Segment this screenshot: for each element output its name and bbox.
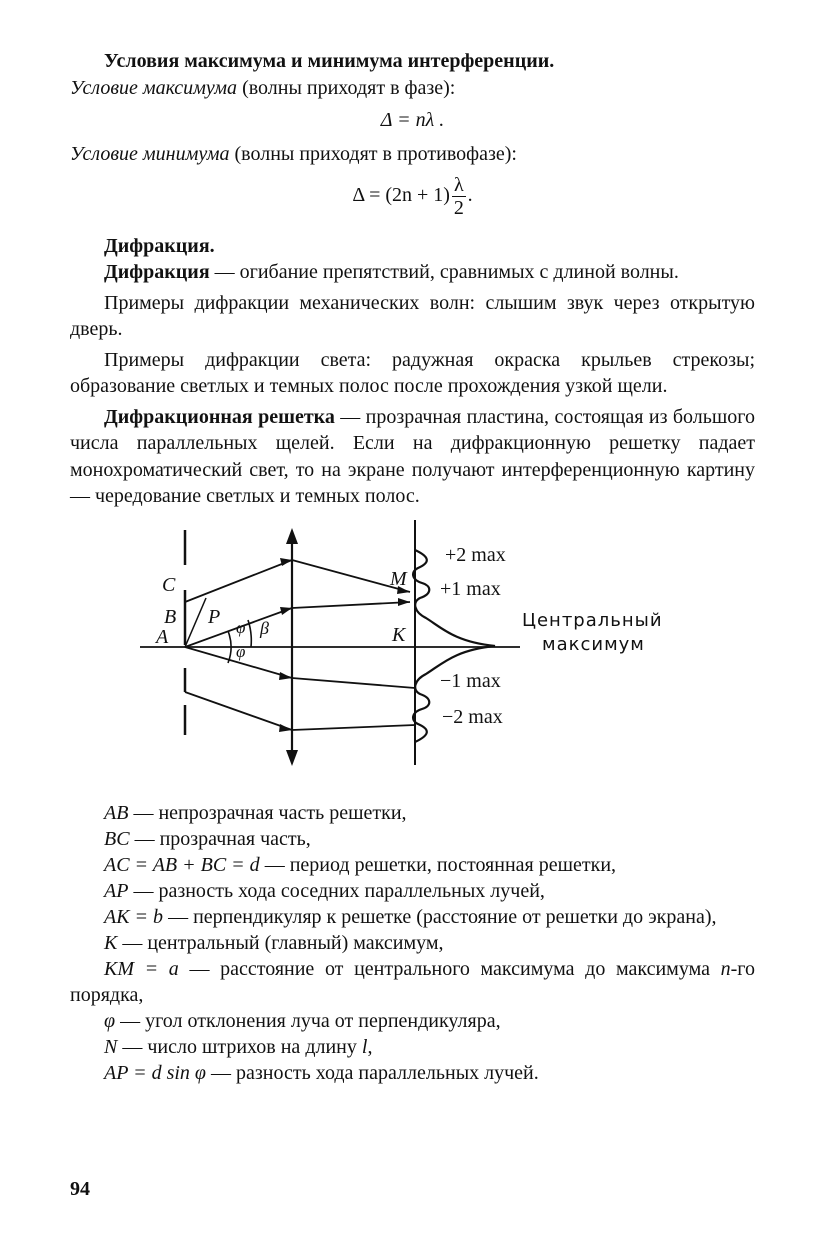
diffraction-definition <box>70 259 755 286</box>
lens-arrow-bottom <box>286 750 298 766</box>
diffraction-term: Дифракция <box>104 261 210 283</box>
ray-arrow-4 <box>398 598 410 606</box>
ray-low-2 <box>185 692 292 730</box>
legend-ap <box>70 878 755 904</box>
label-b: B <box>164 605 177 628</box>
legend-n <box>70 1034 755 1060</box>
legend-km-term: KM = a <box>104 957 179 980</box>
ray-arrow-3 <box>280 607 292 615</box>
legend-ac-term: AC = AB + BC = d <box>104 853 260 876</box>
label-phi-upper: φ <box>236 617 246 637</box>
label-c: C <box>162 573 176 596</box>
label-central: Центральный <box>522 609 663 631</box>
label-phi-lower: φ <box>236 641 246 661</box>
legend-ab-term: AB <box>104 801 129 824</box>
label-plus-1-max: +1 max <box>440 577 501 600</box>
label-minus-2-max: −2 max <box>442 705 503 728</box>
legend-n-term: N <box>104 1035 118 1058</box>
legend-n-text: — число штрихов на длину <box>117 1035 362 1058</box>
legend-ap-text: — разность хода соседних параллельных лучей, <box>128 879 545 902</box>
label-minus-1-max: −1 max <box>440 669 501 692</box>
min-condition-term: Условие минимума <box>70 143 230 165</box>
min-formula-left: Δ = (2n + 1) <box>352 183 450 206</box>
legend-bc <box>70 826 755 852</box>
diagram-drawing <box>70 520 755 790</box>
legend-km-tail: -го порядка, <box>70 957 755 1006</box>
legend-ak-term: AK = b <box>104 905 164 928</box>
ray-arrow-1 <box>280 558 292 566</box>
legend-ab-text: — непрозрачная часть решетки, <box>128 801 407 824</box>
label-central-max: максимум <box>542 633 645 655</box>
heading-interference: Условия максимума и минимума интерференции. <box>104 50 555 72</box>
legend-phi <box>70 1008 755 1034</box>
legend-n-tail: , <box>367 1035 373 1058</box>
max-condition <box>70 75 755 102</box>
ray-low-3 <box>292 678 415 688</box>
legend-ak <box>70 904 755 930</box>
grating-term: Дифракционная решетка <box>104 405 335 428</box>
fraction-denominator: 2 <box>453 196 464 219</box>
ray-mid-2 <box>292 602 410 608</box>
legend-phi-term: φ <box>104 1009 116 1032</box>
page-number: 94 <box>70 1178 90 1200</box>
legend-km-text: — расстояние от центрального максимума до максимума <box>178 957 721 980</box>
legend-bc-text: — прозрачная часть, <box>129 827 311 850</box>
ray-upper-1 <box>185 560 292 602</box>
legend-ac-text: — период решетки, постоянная решетки, <box>259 853 617 876</box>
legend-ac <box>70 852 755 878</box>
label-a: A <box>156 625 169 648</box>
legend-apd-term: AP = d sin φ <box>104 1061 206 1084</box>
notation-legend <box>70 800 755 1086</box>
diffraction-def-text: — огибание препятствий, сравнимых с длиной волны. <box>209 261 679 283</box>
min-formula-right: . <box>467 183 473 206</box>
legend-ap-term: AP <box>104 879 129 902</box>
legend-n-l: l <box>361 1035 368 1058</box>
grating-definition <box>70 404 755 510</box>
ray-arrow-5 <box>279 672 292 680</box>
min-formula-fraction <box>452 174 466 219</box>
legend-bc-term: BC <box>104 827 130 850</box>
legend-k-text: — центральный (главный) максимум, <box>117 931 444 954</box>
legend-k <box>70 930 755 956</box>
label-p: P <box>208 605 221 628</box>
min-condition <box>70 141 755 168</box>
legend-apd-text: — разность хода параллельных лучей. <box>205 1061 539 1084</box>
mech-examples: Примеры дифракции механических волн: слышим звук через открытую дверь. <box>70 291 755 340</box>
legend-k-term: K <box>104 931 118 954</box>
label-plus-2-max: +2 max <box>445 543 506 566</box>
grating-def-text: — прозрачная пластина, состоящая из большого числа параллельных щелей. Если на дифракционную решетку падает монохроматический свет, то на экране получают интерференционную картину — чередование светлых и темных полос. <box>70 405 755 507</box>
legend-ab <box>70 800 755 826</box>
legend-ak-text: — перпендикуляр к решетке (расстояние от решетки до экрана), <box>163 905 717 928</box>
min-formula <box>70 174 755 219</box>
max-condition-text: (волны приходят в фазе): <box>237 76 456 99</box>
max-formula: Δ = nλ . <box>380 109 445 131</box>
legend-apd <box>70 1060 755 1086</box>
fraction-numerator: λ <box>453 173 464 196</box>
label-k: K <box>392 623 406 646</box>
legend-km-n: n <box>720 957 731 980</box>
diffraction-grating-diagram <box>70 520 755 790</box>
light-examples: Примеры дифракции света: радужная окраска крыльев стрекозы; образование светлых и темных полос после прохождения узкой щели. <box>70 348 755 397</box>
ray-low-4 <box>292 725 415 730</box>
lens-arrow-top <box>286 528 298 544</box>
min-condition-text: (волны приходят в противофазе): <box>229 143 517 165</box>
ray-arrow-6 <box>279 724 292 732</box>
max-condition-term: Условие максимума <box>70 76 238 99</box>
legend-phi-text: — угол отклонения луча от перпендикуляра, <box>115 1009 501 1032</box>
label-m: M <box>390 567 407 590</box>
legend-km <box>70 956 755 1008</box>
page-content <box>70 48 755 1086</box>
label-beta: β <box>260 617 269 638</box>
heading-diffraction: Дифракция. <box>104 234 215 257</box>
angle-beta-arc <box>248 620 251 647</box>
